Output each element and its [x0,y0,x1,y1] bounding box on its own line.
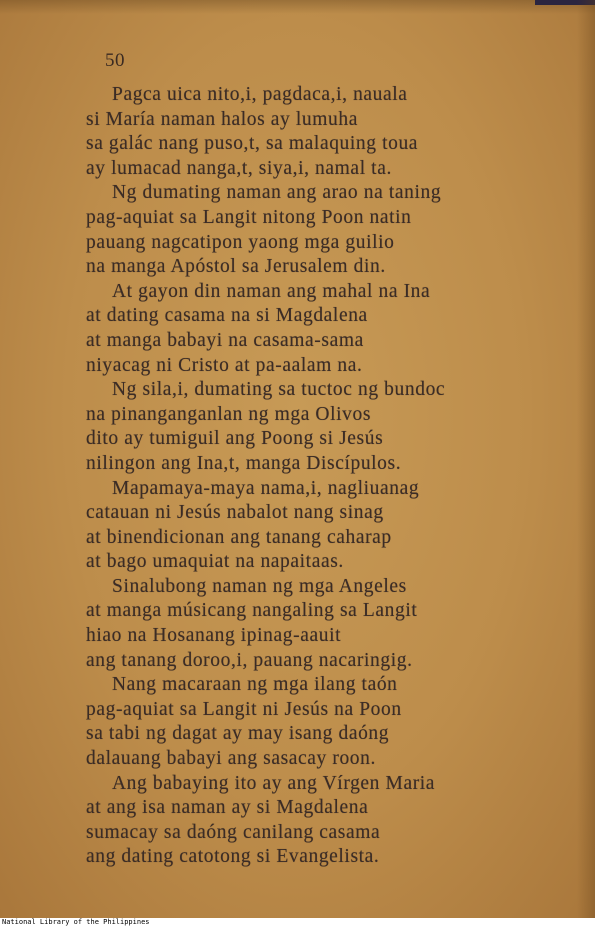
library-credit: National Library of the Philippines [2,918,150,926]
text-line: na manga Apóstol sa Jerusalem din. [86,256,386,278]
page-number: 50 [105,50,125,71]
text-line: at ang isa naman ay si Magdalena [86,797,369,819]
text-line: at binendicionan ang tanang caharap [86,526,392,548]
text-line: pag-aquiat sa Langit nitong Poon natin [86,206,412,228]
text-line: sa galác nang puso,t, sa malaquing toua [86,133,419,155]
footer [0,918,595,927]
text-line: Mapamaya-maya nama,i, nagliuanag [112,477,420,499]
text-line: Nang macaraan ng mga ilang taón [112,674,398,696]
text-line: hiao na Hosanang ipinag-aauit [86,625,342,647]
text-line: Pagca uica nito,i, pagdaca,i, nauala [112,84,408,105]
text-line: pauang nagcatipon yaong mga guilio [86,231,395,253]
text-line: at bago umaquiat na napaitaas. [86,551,344,573]
text-line: si María naman halos ay lumuha [86,108,358,130]
text-line: Ang babaying ito ay ang Vírgen Maria [112,772,436,794]
text-line: at manga babayi na casama-sama [86,329,364,351]
text-line: Ng sila,i, dumating sa tuctoc ng bundoc [112,379,446,401]
text-line: catauan ni Jesús nabalot nang sinag [86,502,384,524]
top-edge-shadow [0,0,595,14]
poem-text [86,83,556,870]
text-line: ang tanang doroo,i, pauang nacaringig. [86,649,413,671]
text-line: niyacag ni Cristo at pa-aalam na. [86,354,363,376]
text-line: dito ay tumiguil ang Poong si Jesús [86,428,384,450]
text-line: pag-aquiat sa Langit ni Jesús na Poon [86,698,402,720]
right-edge-shadow [577,0,595,918]
text-line: Ng dumating naman ang arao na taning [112,182,442,204]
text-line: sa tabi ng dagat ay may isang daóng [86,723,390,745]
text-line: nilingon ang Ina,t, manga Discípulos. [86,452,402,474]
text-line: at dating casama na si Magdalena [86,305,368,327]
text-line: ang dating catotong si Evangelista. [86,846,380,868]
text-line: sumacay sa daóng canilang casama [86,821,381,843]
text-line: dalauang babayi ang sasacay roon. [86,748,376,770]
text-line: At gayon din naman ang mahal na Ina [112,280,431,302]
text-line: ay lumacad nanga,t, siya,i, namal ta. [86,157,392,179]
text-line: at manga músicang nangaling sa Langit [86,600,418,622]
text-line: Sinalubong naman ng mga Angeles [112,575,407,597]
text-line: na pinanganganlan ng mga Olivos [86,403,372,425]
